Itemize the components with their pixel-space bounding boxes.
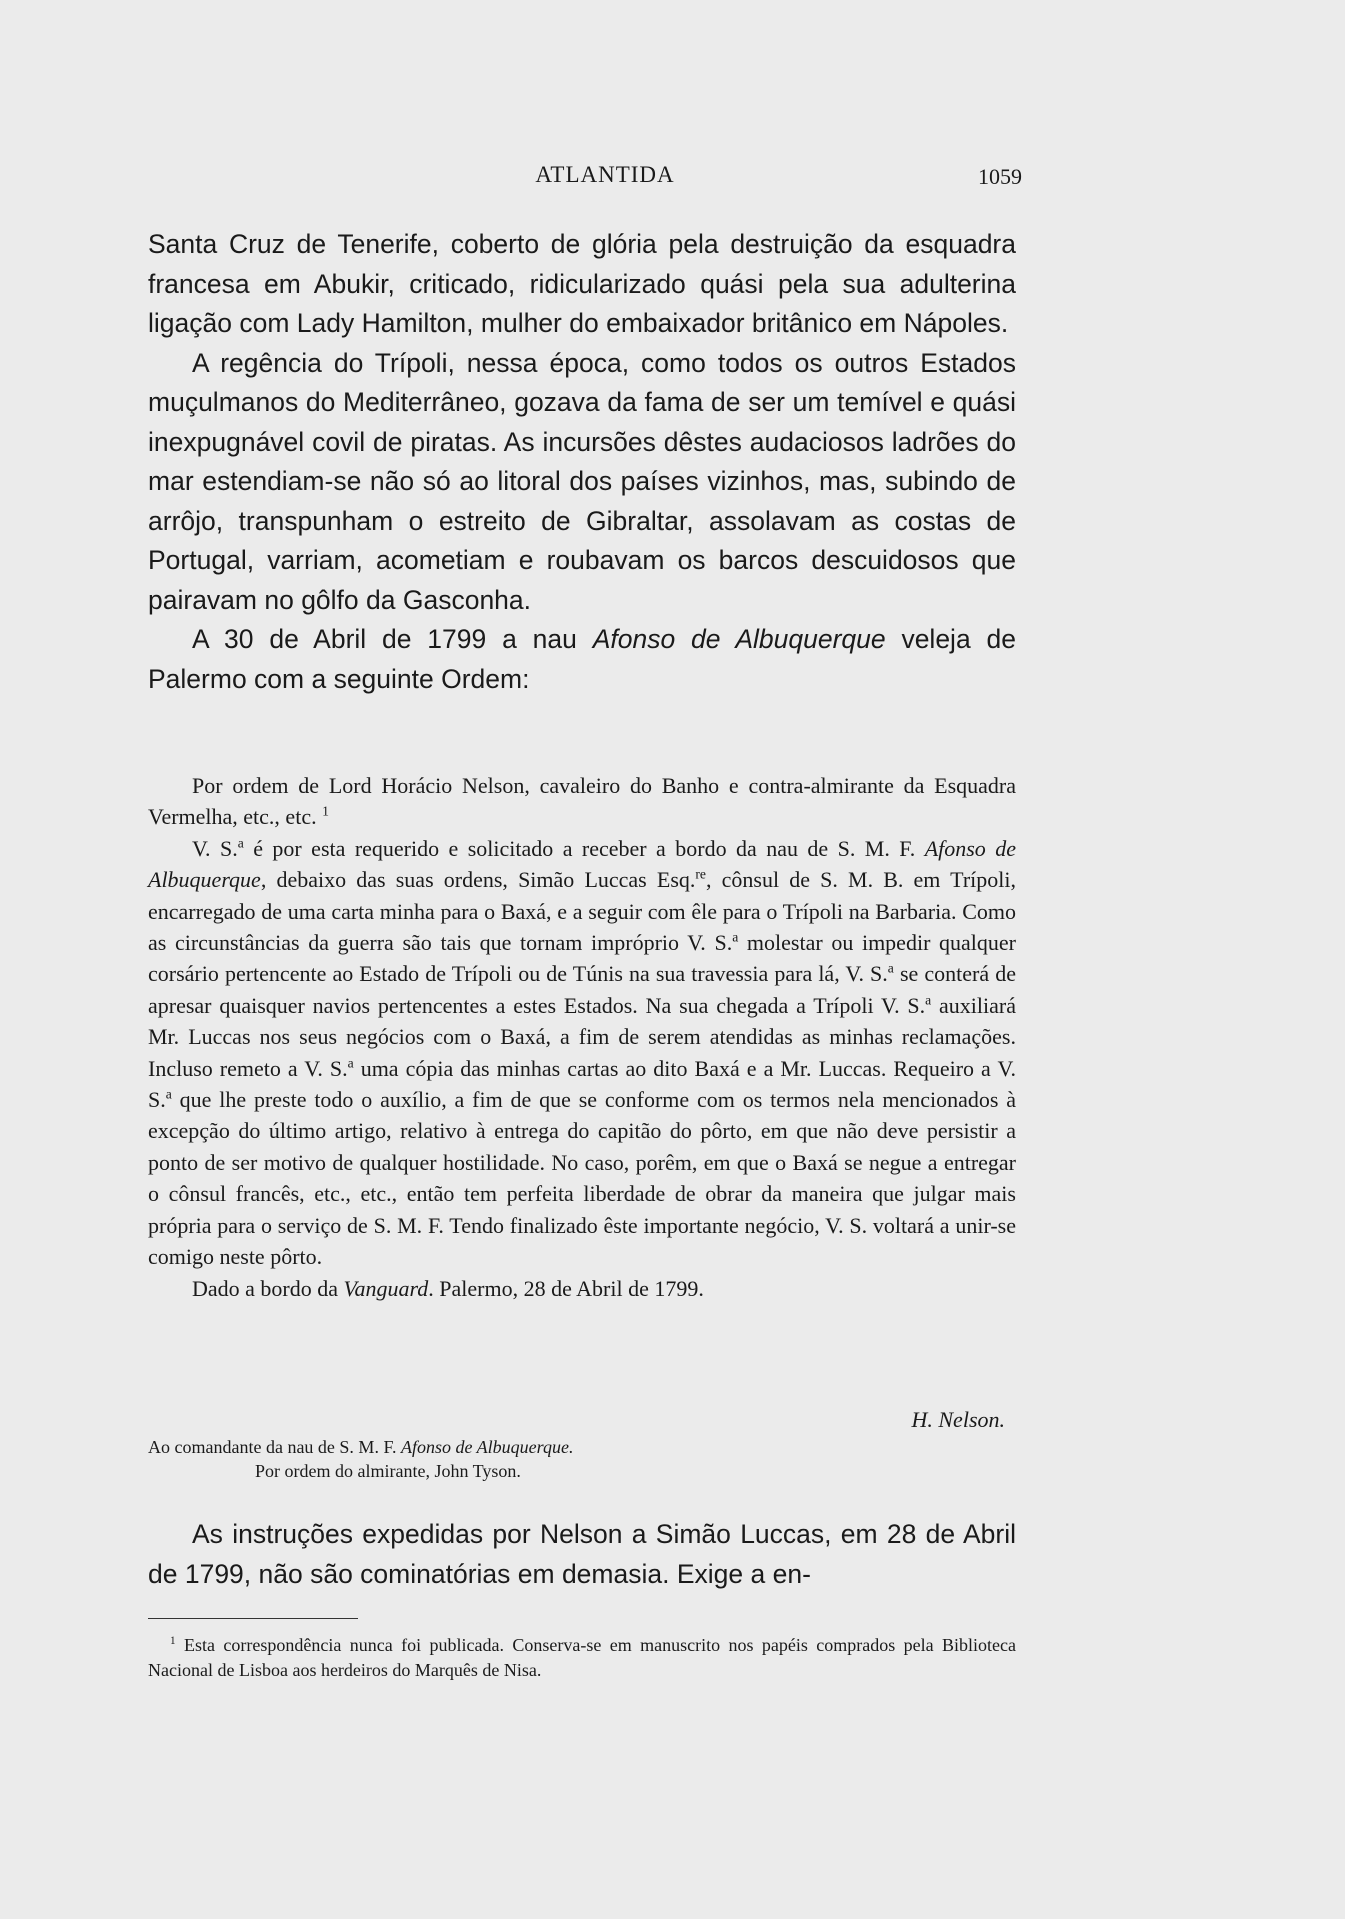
letter-opening-text: Por ordem de Lord Horácio Nelson, cavaleiro do Banho e contra-almirante da Esquadra Vermelha, etc., etc. — [148, 773, 1016, 830]
ship-name: Afonso de Albuquerque. — [401, 1437, 574, 1457]
order-intro-text-end: veleja de Palermo com a seguinte Ordem: — [148, 624, 1016, 694]
letter-opening — [148, 770, 1016, 833]
abbrev-superscript: a — [237, 835, 244, 851]
abbrev-superscript: a — [887, 961, 894, 977]
dateline-text: Dado a bordo da — [192, 1275, 344, 1301]
ship-name: Afonso de Albuquerque — [148, 835, 1016, 893]
paragraph-continuation: Santa Cruz de Tenerife, coberto de glória pela destruição da esquadra francesa em Abukir, criticado, ridicularizado quási pela sua adulterina ligação com Lady Hamilton, mulher do embaixador britânico em Nápoles. — [148, 229, 1016, 338]
letter-text: se conterá de apresar quaisquer navios pertencentes a estes Estados. Na sua chegada a Trípoli V. S. — [148, 961, 1016, 1018]
nelson-order-letter — [148, 770, 1016, 1304]
signature: H. Nelson. — [911, 1407, 1005, 1432]
address-line-1 — [148, 1435, 848, 1459]
footnote-marker: 1 — [170, 1635, 176, 1647]
letter-text: uma cópia das minhas cartas ao dito Baxá e a Mr. Luccas. Requeiro a V. S. — [148, 1055, 1016, 1113]
paragraph-conclusion: As instruções expedidas por Nelson a Simão Luccas, em 28 de Abril de 1799, não são cominatórias em demasia. Exige a en- — [148, 1519, 1016, 1589]
paragraph-order-intro — [148, 620, 1016, 699]
paragraph-tripoli: A regência do Trípoli, nessa época, como todos os outros Estados muçulmanos do Mediterrâneo, gozava da fama de ser um temível e quási inexpugnável covil de piratas. As incursões dêstes audaciosos ladrões do mar estendiam-se não só ao litoral dos países vizinhos, mas, subindo de arrôjo, transpunham o estreito de Gibraltar, assolavam as costas de Portugal, varriam, acometiam e roubavam os barcos descuidosos que pairavam no gôlfo da Gasconha. — [148, 347, 1016, 615]
letter-text: , cônsul de S. M. B. em Trípoli, encarregado de uma carta minha para o Baxá, e a seguir com êle para o Trípoli na Barbaria. Como as circunstâncias da guerra são tais que tornam impróprio V. S. — [148, 867, 1016, 956]
footnotes — [148, 1633, 1016, 1683]
footnote-reference: 1 — [322, 804, 329, 820]
abbrev-superscript: a — [732, 929, 739, 945]
footnote-divider — [148, 1618, 358, 1619]
dateline-text-end: . Palermo, 28 de Abril de 1799. — [428, 1275, 704, 1301]
running-head — [180, 160, 1030, 196]
running-title: ATLANTIDA — [535, 162, 675, 187]
abbrev-superscript: re — [695, 866, 706, 882]
letter-dateline — [148, 1273, 1016, 1304]
letter-text: é por esta requerido e solicitado a receber a bordo da nau de S. M. F. — [243, 835, 925, 861]
abbrev-superscript: a — [347, 1055, 354, 1071]
letter-text: molestar ou impedir qualquer corsário pertencente ao Estado de Trípoli ou de Túnis na sua travessia para lá, V. S. — [148, 930, 1017, 987]
page-number: 1059 — [978, 164, 1022, 189]
flagship-name: Vanguard — [343, 1275, 429, 1301]
letter-text: auxiliará Mr. Luccas nos seus negócios com o Baxá, a fim de serem atendidas as minhas reclamações. Incluso remeto a V. S. — [148, 992, 1016, 1081]
letter-body — [148, 833, 1016, 1273]
footnote-1 — [148, 1633, 1016, 1683]
letter-address — [148, 1435, 848, 1483]
letter-text: que lhe preste todo o auxílio, a fim de que se conforme com os termos nela mencionados à excepção do último artigo, relativo à entrega do capitão do pôrto, em que não deve persistir a ponto de ser motivo de qualquer hostilidade. No caso, porêm, em que o Baxá se negue a entregar o cônsul francês, etc., etc., então tem perfeita liberdade de obrar da maneira que julgar mais própria para o serviço de S. M. F. Tendo finalizado êste importante negócio, V. S. voltará a unir-se comigo neste pôrto. — [148, 1087, 1016, 1270]
address-line-2: Por ordem do almirante, John Tyson. — [255, 1461, 521, 1481]
abbrev-superscript: a — [925, 992, 932, 1008]
footnote-text: Esta correspondência nunca foi publicada. Conserva-se em manuscrito nos papéis comprados pela Biblioteca Nacional de Lisboa aos herdeiros do Marquês de Nisa. — [148, 1635, 1016, 1680]
letter-text: , debaixo das suas ordens, Simão Luccas Esq. — [260, 867, 696, 893]
address-text: Ao comandante da nau de S. M. F. — [148, 1437, 402, 1457]
order-intro-text: A 30 de Abril de 1799 a nau — [192, 624, 593, 654]
abbrev-superscript: a — [165, 1086, 172, 1102]
body-text — [148, 225, 1016, 699]
conclusion-text — [148, 1515, 1016, 1594]
letter-text: V. S. — [192, 835, 238, 861]
ship-name: Afonso de Albuquerque — [592, 624, 886, 654]
